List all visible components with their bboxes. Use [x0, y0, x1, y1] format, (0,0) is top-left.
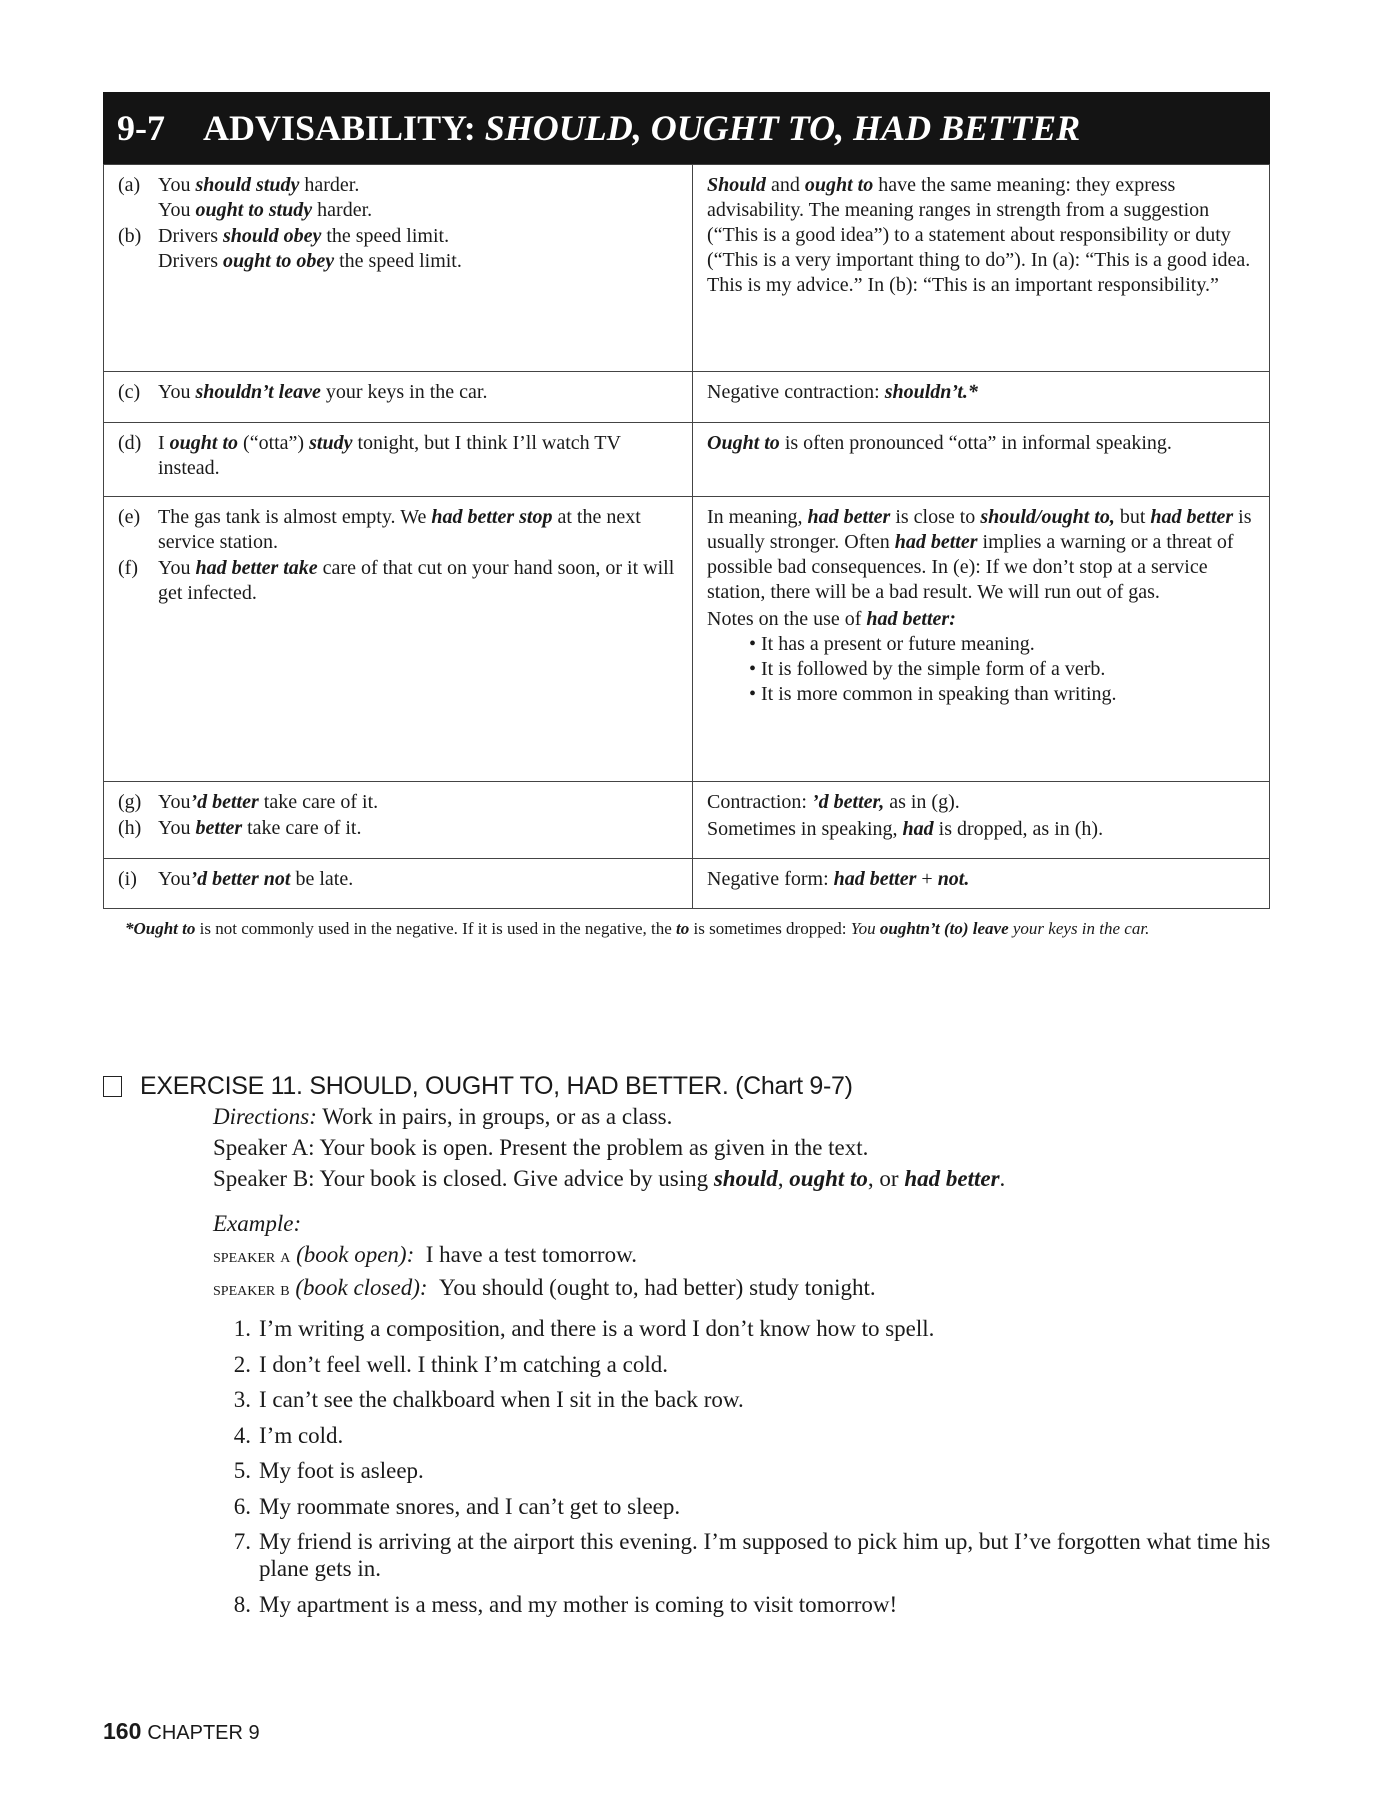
emphasis-text: Should: [707, 174, 766, 196]
text-run: ,: [777, 1166, 790, 1191]
text-run: You: [158, 381, 196, 403]
explanation-cell: [693, 165, 1270, 372]
example-label: (h): [118, 817, 142, 839]
notes-list: [707, 632, 1255, 707]
item-text: I can’t see the chalkboard when I sit in the back row.: [259, 1387, 744, 1412]
note-item: • It is followed by the simple form of a verb.: [749, 657, 1255, 682]
example-label: Example:: [213, 1211, 302, 1236]
explanation-paragraph: [707, 790, 1255, 815]
emphasis-text: shouldn’t.*: [884, 381, 978, 403]
explanation-cell: [693, 372, 1270, 423]
emphasis-text: should study: [195, 174, 300, 196]
item-text: I’m cold.: [259, 1422, 344, 1448]
explanation-paragraph: [707, 607, 1255, 632]
text-run: Contraction:: [707, 791, 812, 813]
example-line: [158, 816, 361, 841]
example-sentence: [118, 556, 678, 606]
explanation-paragraph: [707, 431, 1255, 456]
text-run: You: [158, 817, 196, 839]
exercise-item: [213, 1386, 1303, 1413]
item-number: 7.: [233, 1529, 251, 1554]
note-item: • It is more common in speaking than writing.: [749, 682, 1255, 707]
emphasis-text: had better:: [866, 608, 956, 630]
exercise-item: [213, 1351, 1303, 1378]
text-run: is often pronounced “otta” in informal speaking.: [779, 432, 1172, 454]
example-line: [158, 198, 372, 223]
exercise-items: [213, 1315, 1303, 1618]
chart-title: [203, 107, 1080, 149]
example-sentence: [118, 790, 678, 815]
chart-title-plain: ADVISABILITY:: [203, 108, 485, 148]
example-sentence: [118, 224, 678, 274]
text-run: is not commonly used in the negative. If it is used in the negative, the: [195, 919, 677, 938]
example-label: (e): [118, 506, 141, 528]
explanation-paragraph: [707, 817, 1255, 842]
item-text: My roommate snores, and I can’t get to sleep.: [259, 1493, 681, 1519]
text-run: In meaning,: [707, 506, 808, 528]
example-text: [158, 173, 372, 223]
emphasis-text: ’d better: [190, 791, 259, 813]
explanation-cell: [693, 782, 1270, 859]
emphasis-text: should/ought to,: [980, 506, 1115, 528]
text-run: is sometimes dropped:: [689, 919, 851, 938]
styled-text: You: [850, 919, 880, 938]
emphasis-text: had better: [904, 1166, 1000, 1191]
explanation-paragraph: [707, 380, 1255, 405]
example-text: [158, 380, 487, 405]
table-row: [104, 497, 1270, 782]
emphasis-text: had better: [1150, 506, 1234, 528]
text-run: tonight, but I think I’ll watch TV instead.: [158, 432, 621, 479]
emphasis-text: ought to: [804, 174, 874, 196]
emphasis-text: not.: [937, 868, 970, 890]
text-run: is usually stronger. Often: [707, 506, 1252, 553]
emphasis-text: had better: [894, 531, 978, 553]
example-sentence: [118, 380, 678, 405]
text-run: is dropped, as in (h).: [933, 818, 1104, 840]
example-cell: [104, 423, 693, 497]
example-sentence: [118, 867, 678, 892]
example-line: [158, 380, 487, 405]
example-label: (f): [118, 557, 138, 579]
text-run: be late.: [290, 868, 354, 890]
example-cell: [104, 859, 693, 909]
example-label: (c): [118, 381, 141, 403]
directions: [213, 1101, 1303, 1132]
example-line: [158, 173, 372, 198]
emphasis-text: ’d better not: [190, 868, 291, 890]
example-text: [158, 556, 678, 606]
example-label: (a): [118, 174, 141, 196]
example-text: I have a test tomorrow.: [425, 1242, 637, 1267]
text-run: your keys in the car.: [320, 381, 488, 403]
example-cell: [104, 165, 693, 372]
text-run: take care of it.: [258, 791, 379, 813]
text-run: harder.: [299, 174, 360, 196]
emphasis-text: study: [309, 432, 353, 454]
explanation-paragraph: [707, 505, 1255, 605]
text-run: Negative contraction:: [707, 381, 885, 403]
item-number: 1.: [233, 1316, 251, 1341]
text-run: the speed limit.: [334, 250, 462, 272]
speaker-label: speaker b: [213, 1278, 290, 1300]
text-run: take care of it.: [242, 817, 362, 839]
example-text: [158, 505, 678, 555]
chart-number: 9-7: [117, 108, 165, 148]
exercise-section: [103, 1072, 1303, 1626]
table-row: [104, 372, 1270, 423]
example-sentence: [118, 173, 678, 223]
page-number: 160: [103, 1718, 142, 1744]
example-cell: [104, 497, 693, 782]
text-run: Negative form:: [707, 868, 834, 890]
note-item: • It has a present or future meaning.: [749, 632, 1255, 657]
item-text: My foot is asleep.: [259, 1458, 424, 1483]
example-line: [158, 790, 378, 815]
example-line: [158, 431, 678, 481]
text-run: You: [158, 174, 196, 196]
example-text: [158, 816, 361, 841]
emphasis-text: ought to: [789, 1166, 868, 1191]
example-line: [158, 556, 678, 606]
emphasis-text: had better: [807, 506, 891, 528]
speaker-b-instruction: [213, 1163, 1303, 1194]
item-number: 3.: [233, 1387, 251, 1412]
example-text: [158, 790, 378, 815]
text-run: and: [765, 174, 805, 196]
exercise-item: [213, 1591, 1303, 1618]
text-run: You: [158, 199, 196, 221]
example-line: [158, 505, 678, 555]
item-number: 6.: [233, 1493, 251, 1519]
text-run: implies a warning or a threat of possible bad consequences. In (e): If we don’t stop at a service station, there will be a bad result. We will run out of gas.: [707, 531, 1234, 603]
example-line: [158, 224, 462, 249]
text-run: but: [1114, 506, 1151, 528]
example-label: (g): [118, 791, 142, 813]
text-run: (“otta”): [238, 432, 310, 454]
item-number: 4.: [233, 1422, 251, 1448]
text-run: Speaker B: Your book is closed. Give advice by using: [213, 1166, 714, 1191]
styled-text: your keys in the car.: [1008, 919, 1150, 938]
exercise-item: [213, 1457, 1303, 1484]
text-run: as in (g).: [884, 791, 960, 813]
speaker-label: speaker a: [213, 1245, 291, 1267]
text-run: I: [158, 432, 170, 454]
checkbox-icon[interactable]: [103, 1076, 122, 1097]
exercise-title: [103, 1072, 1303, 1101]
emphasis-text: had better take: [195, 557, 318, 579]
text-run: harder.: [312, 199, 373, 221]
emphasis-text: ’d better,: [811, 791, 885, 813]
speaker-cue: (book open):: [296, 1242, 415, 1267]
styled-text: Directions:: [213, 1104, 317, 1129]
text-run: at the next service station.: [158, 506, 641, 553]
exercise-item: [213, 1315, 1303, 1342]
text-run: You: [158, 868, 191, 890]
item-text: I’m writing a composition, and there is a word I don’t know how to spell.: [259, 1316, 935, 1341]
text-run: +: [916, 868, 938, 890]
emphasis-text: ought to study: [195, 199, 313, 221]
item-number: 2.: [233, 1351, 251, 1377]
exercise-item: [213, 1528, 1303, 1582]
text-run: the speed limit.: [321, 225, 450, 247]
speaker-a-instruction: Speaker A: Your book is open. Present the problem as given in the text.: [213, 1135, 869, 1160]
example-label: (i): [118, 868, 137, 890]
example-line: [158, 249, 462, 274]
text-run: is close to: [890, 506, 981, 528]
table-row: [104, 423, 1270, 497]
emphasis-text: *Ought to: [125, 919, 196, 938]
example-sentence: [118, 816, 678, 841]
item-text: I don’t feel well. I think I’m catching a cold.: [259, 1351, 668, 1377]
emphasis-text: shouldn’t leave: [195, 381, 321, 403]
page-footer: [103, 1718, 260, 1745]
example-sentence: [118, 505, 678, 555]
chart-title-bar: [103, 92, 1270, 164]
text-run: You: [158, 557, 196, 579]
text-run: Drivers: [158, 225, 223, 247]
exercise-item: [213, 1493, 1303, 1520]
example-sentence: [118, 431, 678, 481]
table-row: [104, 859, 1270, 909]
speaker-cue: (book closed):: [295, 1275, 428, 1300]
example-label: (b): [118, 225, 142, 247]
text-run: Drivers: [158, 250, 223, 272]
example-label: (d): [118, 432, 142, 454]
emphasis-text: oughtn’t (to) leave: [879, 919, 1009, 938]
explanation-paragraph: [707, 173, 1255, 298]
text-run: The gas tank is almost empty. We: [158, 506, 432, 528]
emphasis-text: Ought to: [707, 432, 780, 454]
emphasis-text: should: [713, 1166, 778, 1191]
emphasis-text: better: [195, 817, 243, 839]
text-run: care of that cut on your hand soon, or it will get infected.: [158, 557, 675, 604]
emphasis-text: should obey: [222, 225, 322, 247]
table-row: [104, 165, 1270, 372]
text-run: .: [999, 1166, 1006, 1191]
grammar-chart-table: [103, 164, 1270, 909]
example-text: [158, 224, 462, 274]
exercise-title-text: EXERCISE 11. SHOULD, OUGHT TO, HAD BETTER. (Chart 9-7): [140, 1072, 853, 1100]
table-row: [104, 782, 1270, 859]
text-run: Notes on the use of: [707, 608, 867, 630]
chapter-label: CHAPTER 9: [147, 1722, 260, 1744]
item-text: My apartment is a mess, and my mother is coming to visit tomorrow!: [259, 1591, 898, 1617]
emphasis-text: to: [676, 919, 690, 938]
example-speaker-b: [213, 1272, 1303, 1305]
explanation-cell: [693, 859, 1270, 909]
item-number: 5.: [233, 1458, 251, 1483]
explanation-cell: [693, 423, 1270, 497]
footnote: [125, 917, 1243, 941]
text-run: You: [158, 791, 191, 813]
example-speaker-a: [213, 1239, 1303, 1272]
emphasis-text: had better stop: [431, 506, 553, 528]
exercise-item: [213, 1422, 1303, 1449]
text-run: Work in pairs, in groups, or as a class.: [316, 1104, 673, 1129]
emphasis-text: had: [902, 818, 934, 840]
emphasis-text: ought to: [169, 432, 239, 454]
text-run: Sometimes in speaking,: [707, 818, 903, 840]
text-run: have the same meaning: they express advisability. The meaning ranges in strength from a suggestion (“This is a good idea”) to a statement about responsibility or duty (“This is a very important thing to do”). In (a): “This is a good idea. This is my advice.” In (b): “This is an important responsibility.”: [707, 174, 1251, 296]
chart-title-italic: SHOULD, OUGHT TO, HAD BETTER: [484, 108, 1081, 148]
text-run: , or: [867, 1166, 905, 1191]
example-line: [158, 867, 353, 892]
emphasis-text: ought to obey: [222, 250, 335, 272]
item-text: My friend is arriving at the airport this evening. I’m supposed to pick him up, but I’ve forgotten what time his plane gets in.: [259, 1529, 1271, 1581]
example-text: [158, 431, 678, 481]
item-number: 8.: [233, 1591, 251, 1617]
explanation-cell: [693, 497, 1270, 782]
explanation-paragraph: [707, 867, 1255, 892]
example-text: You should (ought to, had better) study tonight.: [439, 1275, 876, 1300]
example-text: [158, 867, 353, 892]
example-cell: [104, 782, 693, 859]
emphasis-text: had better: [833, 868, 917, 890]
example-cell: [104, 372, 693, 423]
